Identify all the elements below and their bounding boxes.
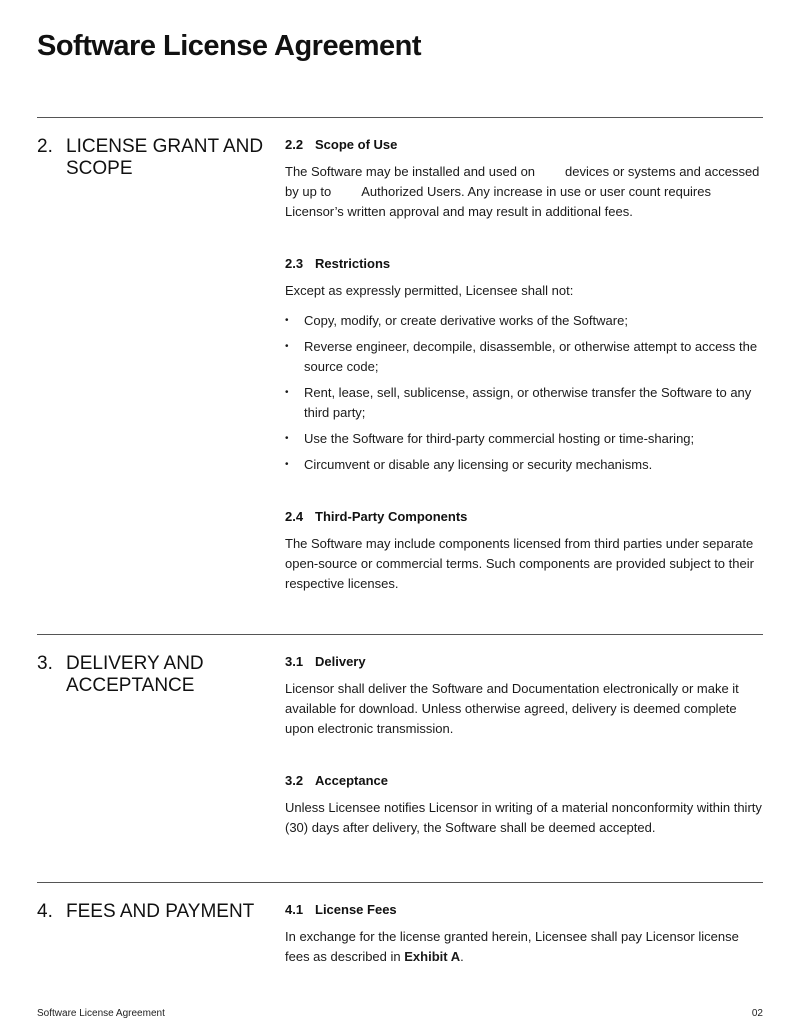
subsection-title: Acceptance — [315, 773, 388, 788]
section-heading — [37, 901, 267, 923]
subsection-number: 2.4 — [285, 509, 304, 524]
section-number: 2. — [37, 136, 53, 157]
subsection-number: 2.2 — [285, 137, 304, 152]
license-fees-paragraph — [285, 927, 763, 967]
list-item-text: Copy, modify, or create derivative works of the Software; — [304, 313, 628, 328]
subsection-third-party — [285, 509, 763, 594]
acceptance-paragraph: Unless Licensee notifies Licensor in writing of a material nonconformity within thirty (30) days after delivery, the Software shall be deemed accepted. — [285, 800, 762, 835]
subsection-heading — [285, 773, 763, 789]
bullet-icon: • — [285, 459, 289, 470]
section-delivery-acceptance — [37, 634, 763, 835]
subsection-scope-of-use — [285, 137, 763, 222]
section-title: LICENSE GRANT AND SCOPE — [66, 136, 264, 179]
footer-document-name: Software License Agreement — [37, 1008, 165, 1019]
subsection-heading — [285, 509, 763, 525]
subsection-acceptance — [285, 773, 763, 838]
list-item-text: Circumvent or disable any licensing or security mechanisms. — [304, 457, 653, 472]
scope-text-part3: Authorized Users. Any increase in use or user count requires Licensor’s written approval and may result in additional fees. — [285, 184, 711, 219]
subsection-title: Scope of Use — [315, 137, 398, 152]
section-number: 3. — [37, 653, 53, 674]
list-item — [285, 455, 763, 475]
subsection-license-fees — [285, 902, 763, 967]
subsection-heading — [285, 137, 763, 153]
restrictions-list — [285, 311, 763, 475]
subsection-heading — [285, 256, 763, 272]
section-fees-payment — [37, 882, 763, 964]
section-number: 4. — [37, 901, 53, 922]
section-heading — [37, 653, 267, 697]
list-item — [285, 429, 763, 449]
delivery-paragraph: Licensor shall deliver the Software and Documentation electronically or make it available for download. Unless otherwise agreed, delivery is deemed complete upon electronic transmission. — [285, 681, 739, 736]
footer-page-number: 02 — [751, 1008, 763, 1019]
section-title: DELIVERY AND ACCEPTANCE — [66, 653, 204, 696]
third-party-paragraph: The Software may include components licensed from third parties under separate open-source or commercial terms. Such components are provided subject to their respective licenses. — [285, 536, 754, 591]
list-item — [285, 383, 763, 423]
subsection-number: 3.1 — [285, 654, 304, 669]
bullet-icon: • — [285, 387, 289, 398]
subsection-heading — [285, 654, 763, 670]
list-item — [285, 311, 763, 331]
section-title: FEES AND PAYMENT — [66, 901, 255, 922]
restrictions-intro: Except as expressly permitted, Licensee shall not: — [285, 283, 574, 298]
section-heading — [37, 136, 267, 180]
subsection-delivery — [285, 654, 763, 739]
exhibit-reference: Exhibit A — [404, 949, 461, 964]
section-body — [285, 654, 763, 838]
scope-paragraph — [285, 162, 763, 222]
bullet-icon: • — [285, 341, 289, 352]
section-license-grant — [37, 117, 763, 591]
subsection-number: 4.1 — [285, 902, 304, 917]
section-body — [285, 137, 763, 594]
subsection-title: License Fees — [315, 902, 397, 917]
subsection-title: Restrictions — [315, 256, 391, 271]
document-title: Software License Agreement — [37, 30, 421, 62]
subsection-restrictions — [285, 256, 763, 475]
subsection-title: Delivery — [315, 654, 366, 669]
subsection-number: 2.3 — [285, 256, 304, 271]
subsection-number: 3.2 — [285, 773, 304, 788]
subsection-title: Third-Party Components — [315, 509, 468, 524]
section-body — [285, 902, 763, 967]
list-item-text: Rent, lease, sell, sublicense, assign, or otherwise transfer the Software to any third party; — [304, 385, 752, 420]
bullet-icon: • — [285, 315, 289, 326]
license-fees-text: In exchange for the license granted herein, Licensee shall pay Licensor license fees as described in — [285, 929, 739, 964]
scope-text-part1: The Software may be installed and used on — [285, 164, 536, 179]
scope-text-part2: devices or systems and accessed by up to — [285, 164, 760, 199]
bullet-icon: • — [285, 433, 289, 444]
list-item-text: Use the Software for third-party commercial hosting or time-sharing; — [304, 431, 695, 446]
list-item-text: Reverse engineer, decompile, disassemble, or otherwise attempt to access the source code; — [304, 339, 758, 374]
license-fees-text-end: . — [460, 949, 464, 964]
list-item — [285, 337, 763, 377]
subsection-heading — [285, 902, 763, 918]
